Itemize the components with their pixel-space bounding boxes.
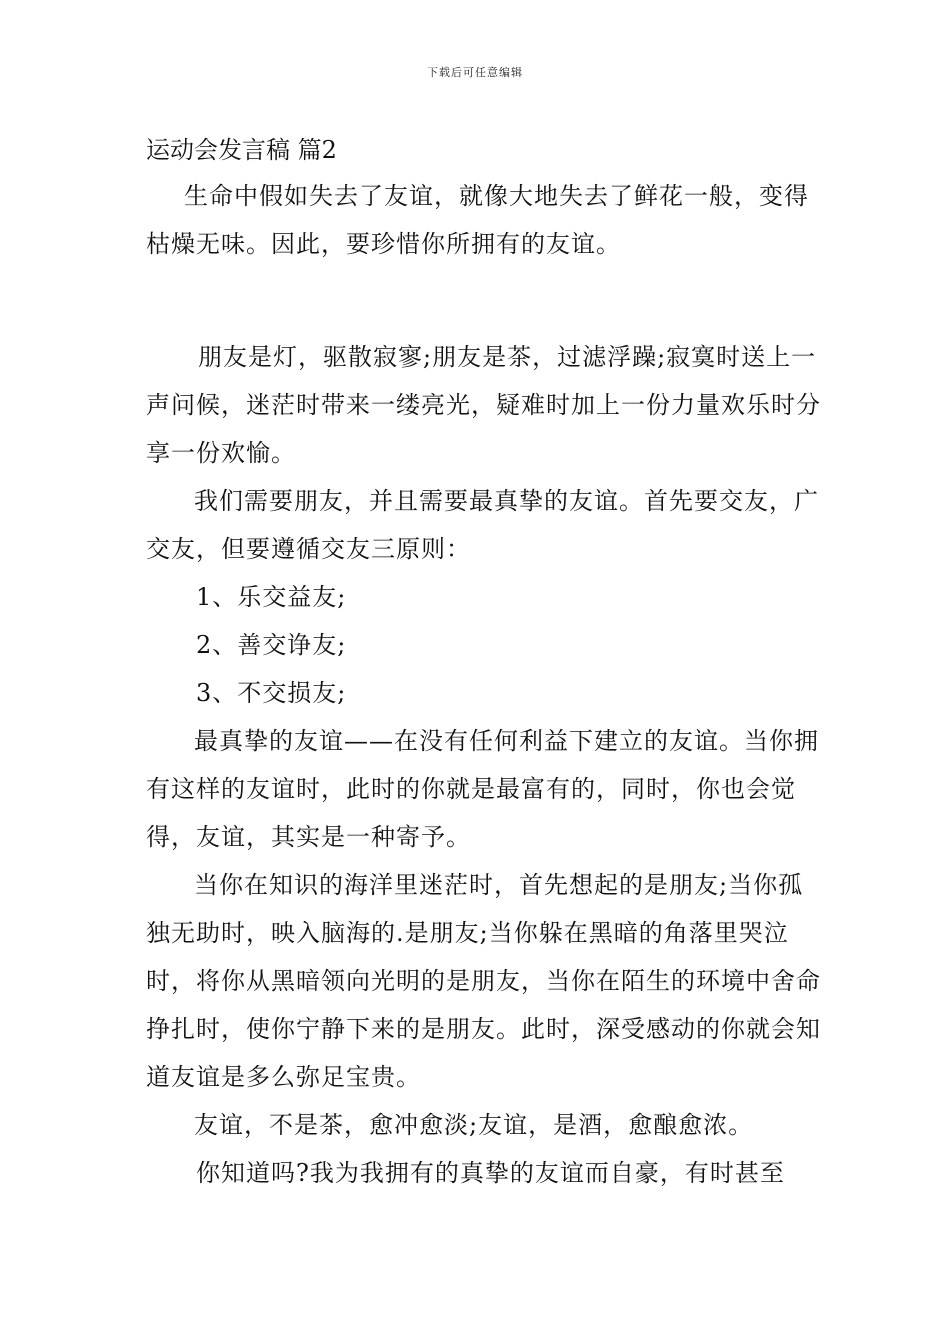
- document-title: 运动会发言稿 篇2: [146, 136, 337, 164]
- paragraph-5: 当你在知识的海洋里迷茫时，首先想起的是朋友;当你孤独无助时，映入脑海的.是朋友;当你躲在黑暗的角落里哭泣时，将你从黑暗领向光明的是朋友，当你在陌生的环境中舍命挣扎时，使你宁静下来的是朋友。此时，深受感动的你就会知道友谊是多么弥足宝贵。: [146, 871, 821, 1091]
- paragraph-2: 朋友是灯，驱散寂寥;朋友是茶，过滤浮躁;寂寞时送上一声问候，迷茫时带来一缕亮光，疑难时加上一份力量欢乐时分享一份欢愉。: [146, 343, 821, 467]
- paragraph-4: 最真挚的友谊——在没有任何利益下建立的友谊。当你拥有这样的友谊时，此时的你就是最富有的，同时，你也会觉得，友谊，其实是一种寄予。: [146, 727, 819, 851]
- paragraph-6: 友谊，不是茶，愈冲愈淡;友谊，是酒，愈酿愈浓。: [194, 1111, 754, 1139]
- page-header: 下载后可任意编辑: [427, 66, 523, 79]
- paragraph-1: 生命中假如失去了友谊，就像大地失去了鲜花一般，变得枯燥无味。因此，要珍惜你所拥有的友谊。: [146, 182, 809, 258]
- paragraph-3: 我们需要朋友，并且需要最真挚的友谊。首先要交友，广交友，但要遵循交友三原则：: [146, 487, 819, 563]
- document-body: [146, 130, 826, 1197]
- list-item: 2、善交诤友;: [196, 631, 347, 659]
- list-item: 3、不交损友;: [196, 679, 347, 707]
- list-item: 1、乐交益友;: [196, 583, 347, 611]
- paragraph-7: 你知道吗?我为我拥有的真挚的友谊而自豪，有时甚至: [196, 1159, 785, 1187]
